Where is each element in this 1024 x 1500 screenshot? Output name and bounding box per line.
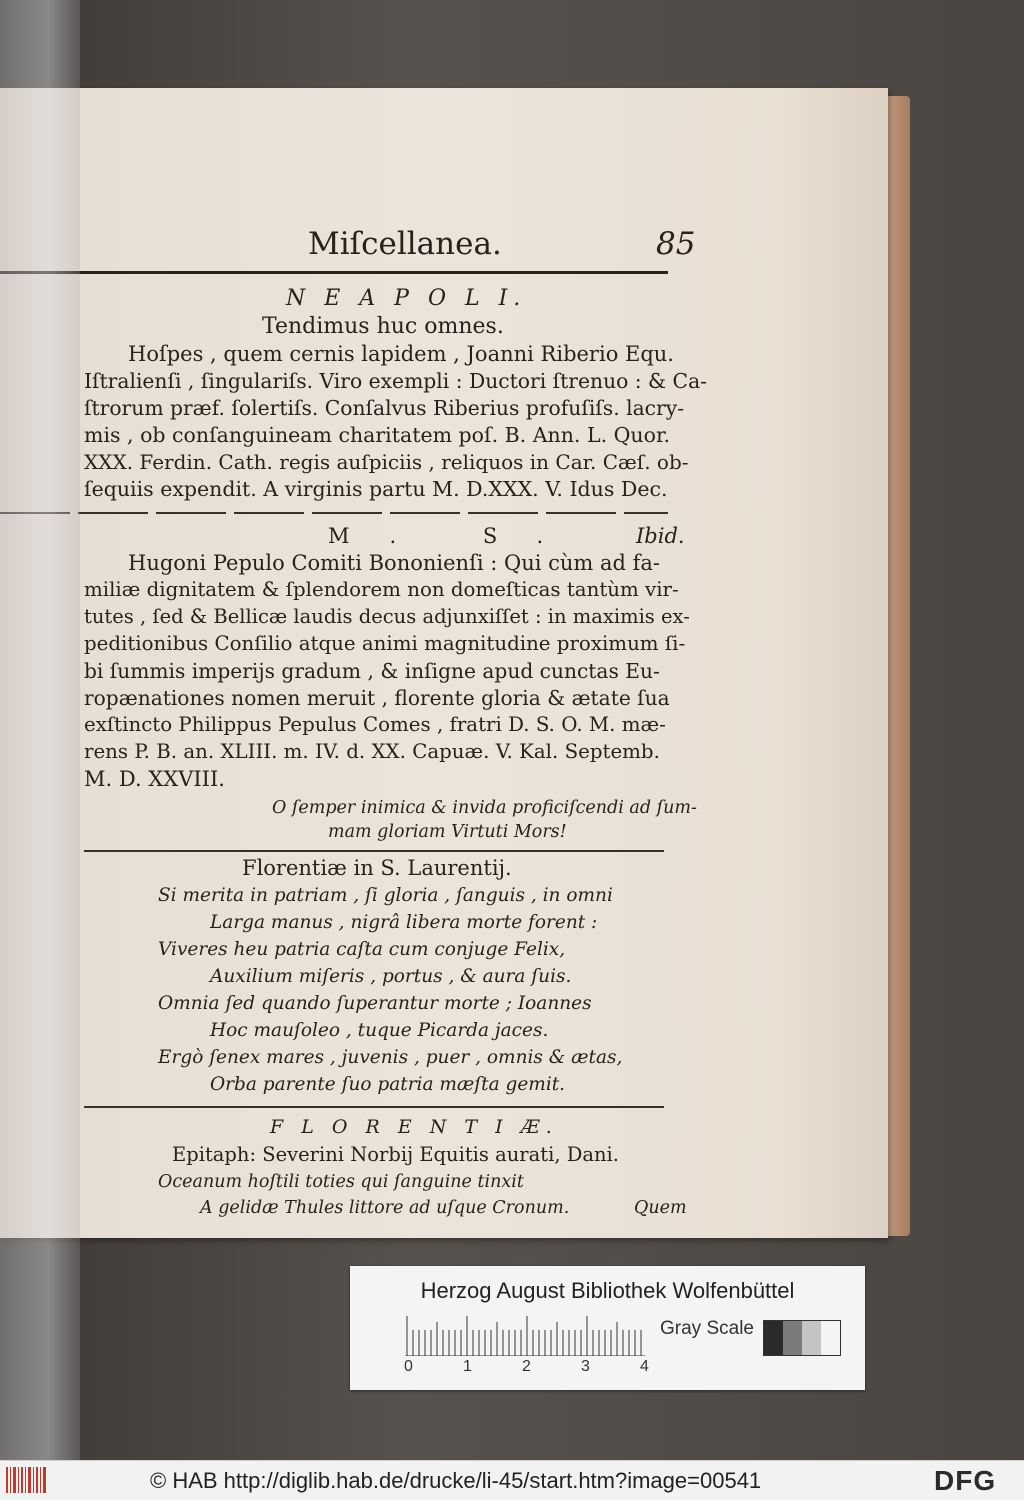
header-rule: [0, 271, 668, 274]
poem-line: Si merita in patriam , ſi gloria , ſanguis , in omni: [158, 885, 613, 906]
inscription-line: exſtincto Philippus Pepulus Comes , fratri D. S. O. M. mæ-: [84, 713, 666, 736]
inscription-line: peditionibus Conſilio atque animi magnitudine proximum ſi-: [84, 632, 686, 655]
neapoli-motto: Tendimus huc omnes.: [262, 314, 504, 339]
catchword: Quem: [634, 1198, 687, 1218]
inscription-line: Hugoni Pepulo Comiti Bononienſi : Qui cùm ad fa-: [128, 551, 661, 575]
page-number: 85: [656, 226, 696, 262]
inscription-line: ſtrorum præf. ſolertiſs. Conſalvus Riberius profuſiſs. lacry-: [84, 396, 685, 420]
scale-number: 1: [463, 1358, 472, 1375]
section-rule: [0, 512, 668, 514]
epitaph-title: Epitaph: Severini Norbij Equitis aurati, Dani.: [172, 1143, 619, 1166]
scale-number: 0: [404, 1358, 413, 1375]
poem-line: Viveres heu patria caſta cum conjuge Felix,: [158, 939, 566, 960]
inscription-line: rens P. B. an. XLIII. m. IV. d. XX. Capuæ. V. Kal. Septemb.: [84, 740, 660, 763]
inscription-line: XXX. Ferdin. Cath. regis auſpiciis , reliquos in Car. Cæſ. ob-: [84, 450, 689, 474]
poem-line: A gelidæ Thules littore ad uſque Cronum.: [200, 1198, 570, 1218]
gray-swatch: [783, 1321, 802, 1355]
library-color-card: [350, 1266, 865, 1390]
poem-line: Orba parente ſuo patria mæſta gemit.: [210, 1074, 566, 1095]
florentiae-laurentij-heading: Florentiæ in S. Laurentij.: [242, 856, 512, 880]
inscription-line: mam gloriam Virtuti Mors!: [328, 822, 567, 842]
section-rule: [84, 850, 664, 852]
dfg-logo: DFG: [934, 1465, 997, 1496]
library-name: Herzog August Bibliothek Wolfenbüttel: [420, 1278, 795, 1303]
protective-film: [0, 0, 80, 1460]
scale-ruler: [405, 1316, 645, 1356]
footer-bar: [0, 1460, 1024, 1500]
inscription-line: bi ſummis imperijs gradum , & inſigne apud cunctas Eu-: [84, 659, 660, 683]
poem-line: Larga manus , nigrâ libera morte forent :: [210, 912, 598, 933]
scale-number: 4: [640, 1358, 649, 1375]
gray-scale-swatches: [763, 1320, 841, 1356]
book-page: [0, 88, 888, 1238]
poem-line: Hoc mauſoleo , tuque Picarda jaces.: [210, 1020, 549, 1041]
ibid-label: Ibid.: [636, 524, 685, 548]
gray-scale-label: Gray Scale: [660, 1318, 754, 1339]
page-edge: [886, 96, 910, 1236]
section-rule: [84, 1106, 664, 1108]
scale-number: 2: [522, 1358, 531, 1375]
inscription-line: miliæ dignitatem & ſplendorem non domeſticas tantùm vir-: [84, 578, 679, 601]
inscription-line: tutes , ſed & Bellicæ laudis decus adjunxiſſet : in maximis ex-: [84, 605, 690, 628]
inscription-line: Iſtralienſi , ſingulariſs. Viro exempli : Ductori ſtrenuo : & Ca-: [84, 369, 708, 393]
ms-heading: M. S.: [328, 524, 584, 548]
poem-line: Auxilium miſeris , portus , & aura ſuis.: [210, 966, 572, 987]
inscription-line: M. D. XXVIII.: [84, 767, 225, 791]
gray-swatch: [821, 1321, 840, 1355]
gray-swatch: [764, 1321, 783, 1355]
inscription-line: Hoſpes , quem cernis lapidem , Joanni Riberio Equ.: [128, 342, 674, 366]
barcode-icon: [6, 1467, 46, 1493]
inscription-line: mis , ob conſanguineam charitatem poſ. B. Ann. L. Quor.: [84, 423, 671, 447]
gray-swatch: [802, 1321, 821, 1355]
poem-line: Omnia ſed quando ſuperantur morte ; Ioannes: [158, 993, 592, 1014]
inscription-line: ropænationes nomen meruit , florente gloria & ætate ſua: [84, 686, 670, 710]
scale-number: 3: [581, 1358, 590, 1375]
header-title: Miſcellanea.: [308, 226, 502, 262]
poem-line: Ergò ſenex mares , juvenis , puer , omnis & ætas,: [158, 1047, 623, 1068]
florentiae-heading: F L O R E N T I Æ.: [270, 1116, 558, 1138]
neapoli-heading: N E A P O L I.: [286, 286, 527, 311]
inscription-line: ſequiis expendit. A virginis partu M. D.XXX. V. Idus Dec.: [84, 477, 668, 501]
poem-line: Oceanum hoſtili toties qui ſanguine tinxit: [158, 1172, 524, 1192]
inscription-line: O ſemper inimica & invida proficiſcendi ad ſum-: [272, 798, 697, 818]
copyright-url[interactable]: © HAB http://diglib.hab.de/drucke/li-45/start.htm?image=00541: [150, 1468, 762, 1493]
